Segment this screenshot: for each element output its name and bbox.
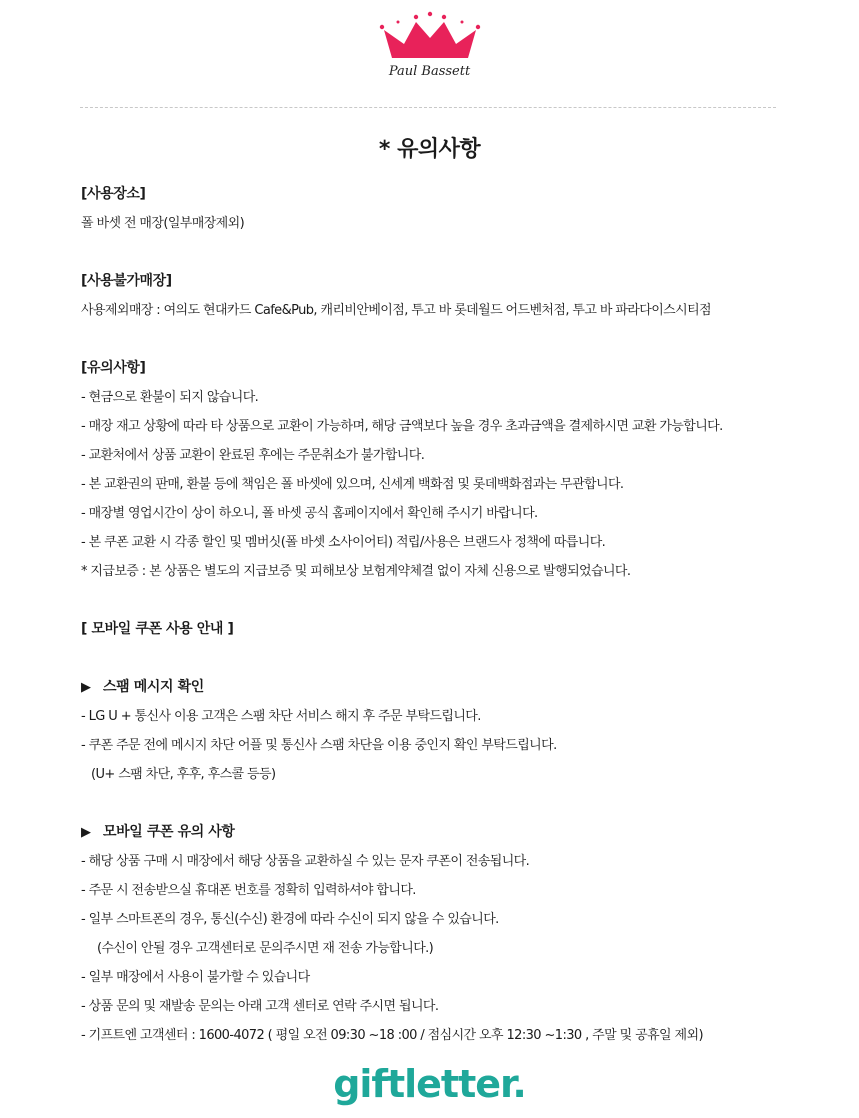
notice-item: - 본 교환권의 판매, 환불 등에 책임은 폴 바셋에 있으며, 신세계 백화점 및 롯데백화점과는 무관합니다. [81,477,624,492]
excluded-text: 사용제외매장 : 여의도 현대카드 Cafe&Pub, 캐리비안베이점, 투고 바 롯데월드 어드벤처점, 투고 바 파라다이스시티점 [81,303,712,318]
giftletter-logo [0,1059,859,1109]
coupon-heading [81,818,841,847]
customer-center-item: - 기프트엔 고객센터 : 1600-4072 ( 평일 오전 09:30 ~18 :00 / 점심시간 오후 12:30 ~1:30 , 주말 및 공휴일 제외) [81,1028,703,1043]
coupon-item: - 상품 문의 및 재발송 문의는 아래 고객 센터로 연락 주시면 됩니다. [81,999,439,1014]
coupon-heading-label: 모바일 쿠폰 유의 사항 [103,824,235,840]
brand-logo [0,8,859,92]
spam-item: - 쿠폰 주문 전에 메시지 차단 어플 및 통신사 스팸 차단을 이용 중인지 확인 부탁드립니다. [81,738,557,753]
triangle-right-icon: ▶ [81,680,91,695]
notice-item: - 교환처에서 상품 교환이 완료된 후에는 주문취소가 불가합니다. [81,448,425,463]
notice-item: - 매장 재고 상황에 따라 타 상품으로 교환이 가능하며, 해당 금액보다 높을 경우 초과금액을 결제하시면 교환 가능합니다. [81,419,723,434]
place-heading: [사용장소] [81,186,146,202]
brand-name: Paul Bassett [388,64,471,79]
notice-item: * 지급보증 : 본 상품은 별도의 지급보증 및 피해보상 보험계약체결 없이 자체 신용으로 발행되었습니다. [81,564,631,579]
coupon-item: - 일부 스마트폰의 경우, 통신(수신) 환경에 따라 수신이 되지 않을 수 있습니다. [81,912,499,927]
excluded-heading: [사용불가매장] [81,273,172,289]
spam-heading-label: 스팸 메시지 확인 [103,679,204,695]
spam-note: (U+ 스팸 차단, 후후, 후스콜 등등) [91,767,276,782]
coupon-note: (수신이 안될 경우 고객센터로 문의주시면 재 전송 가능합니다.) [97,941,434,956]
header-divider [80,107,776,108]
place-text: 폴 바셋 전 매장(일부매장제외) [81,216,245,231]
crown-icon [370,8,490,68]
coupon-item: - 일부 매장에서 사용이 불가할 수 있습니다 [81,970,310,985]
mobile-coupon-heading: [ 모바일 쿠폰 사용 안내 ] [81,621,234,637]
notice-item: - 현금으로 환불이 되지 않습니다. [81,390,259,405]
notice-item: - 본 쿠폰 교환 시 각종 할인 및 멤버싯(폴 바셋 소사이어티) 적립/사용은 브랜드사 정책에 따릅니다. [81,535,606,550]
notice-heading: [유의사항] [81,360,146,376]
page-title: * 유의사항 [378,137,481,162]
triangle-right-icon: ▶ [81,825,91,840]
coupon-item: - 해당 상품 구매 시 매장에서 해당 상품을 교환하실 수 있는 문자 쿠폰이 전송됩니다. [81,854,530,869]
notice-item: - 매장별 영업시간이 상이 하오니, 폴 바셋 공식 홈페이지에서 확인해 주시기 바랍니다. [81,506,538,521]
spam-heading [81,673,841,702]
giftletter-logo-dot: . [512,1062,526,1106]
giftletter-logo-text: giftletter [333,1062,513,1106]
coupon-item: - 주문 시 전송받으실 휴대폰 번호를 정확히 입력하셔야 합니다. [81,883,416,898]
spam-item: - LG U + 통신사 이용 고객은 스팸 차단 서비스 해지 후 주문 부탁드립니다. [81,709,481,724]
notice-content [81,180,841,1050]
